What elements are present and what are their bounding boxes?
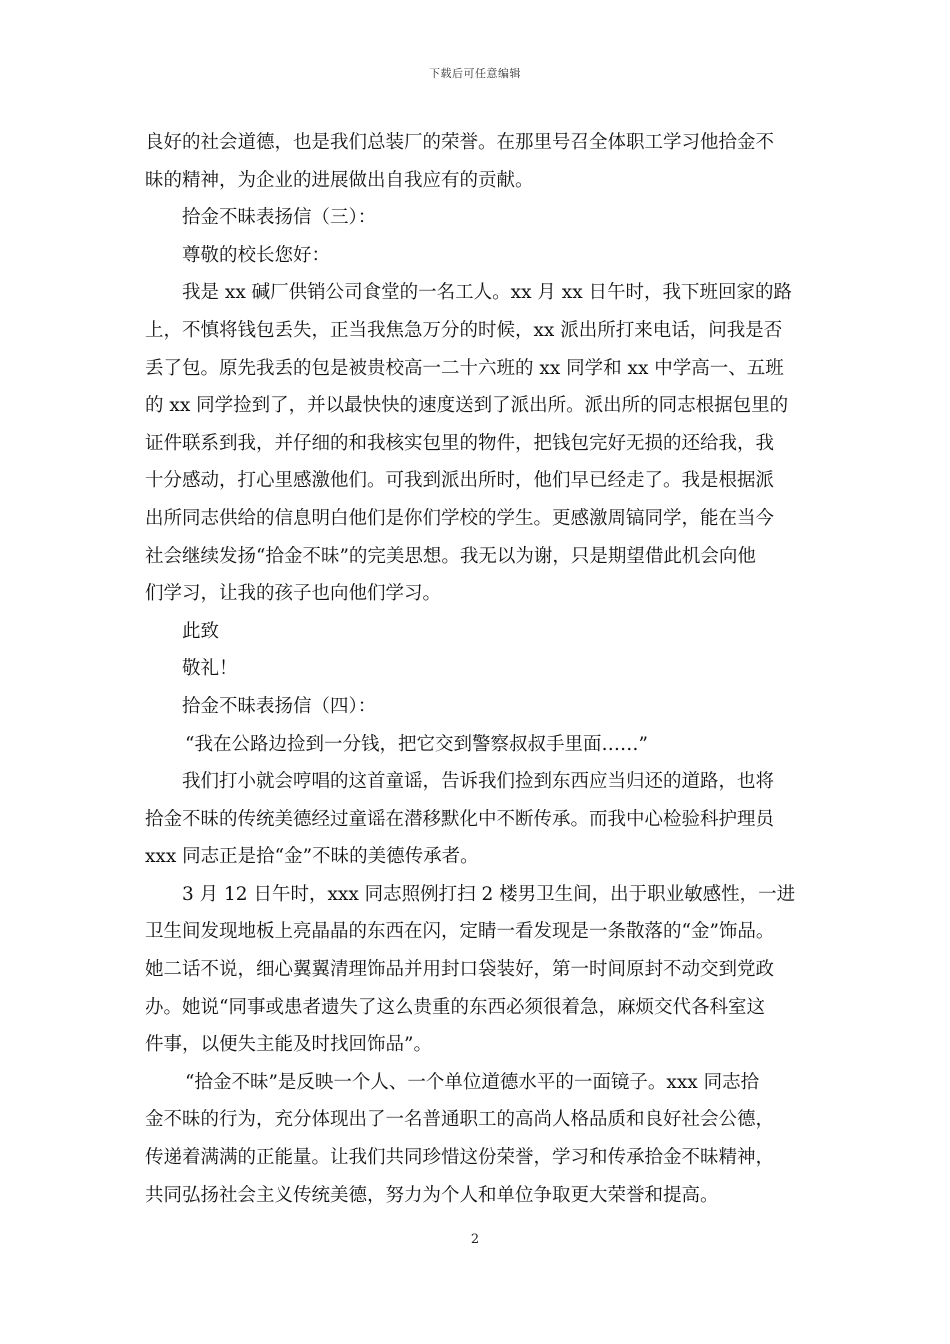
text-line: 传递着满满的正能量。让我们共同珍惜这份荣誉，学习和传承拾金不昧精神， bbox=[145, 1147, 775, 1169]
text-line: 拾金不昧的传统美德经过童谣在潜移默化中不断传承。而我中心检验科护理员 bbox=[145, 808, 775, 830]
text-line: 卫生间发现地板上亮晶晶的东西在闪，定睛一看发现是一条散落的“金”饰品。 bbox=[145, 921, 775, 943]
quote-line: “我在公路边捡到一分钱，把它交到警察叔叔手里面……” bbox=[185, 733, 648, 755]
text-line: 良好的社会道德，也是我们总装厂的荣誉。在那里号召全体职工学习他拾金不 bbox=[145, 132, 775, 153]
text-line: 共同弘扬社会主义传统美德，努力为个人和单位争取更大荣誉和提高。 bbox=[145, 1184, 719, 1206]
text-line: 办。她说“同事或患者遗失了这么贵重的东西必须很着急，麻烦交代各科室这 bbox=[145, 996, 765, 1018]
closing-line: 此致 bbox=[182, 620, 220, 642]
text-line: 件事，以便失主能及时找回饰品”。 bbox=[145, 1034, 432, 1056]
text-line: 证件联系到我，并仔细的和我核实包里的物件，把钱包完好无损的还给我，我 bbox=[145, 432, 775, 454]
text-line: 出所同志供给的信息明白他们是你们学校的学生。更感激周镐同学，能在当今 bbox=[145, 507, 775, 529]
text-line: 金不昧的行为，充分体现出了一名普通职工的高尚人格品质和良好社会公德， bbox=[145, 1109, 775, 1131]
header-note: 下载后可任意编辑 bbox=[429, 67, 521, 80]
text-line: 的 xx 同学捡到了，并以最快快的速度送到了派出所。派出所的同志根据包里的 bbox=[145, 395, 789, 417]
text-line: 她二话不说，细心翼翼清理饰品并用封口袋装好，第一时间原封不动交到党政 bbox=[145, 959, 775, 981]
section-heading: 拾金不昧表扬信（三）： bbox=[182, 207, 377, 229]
text-line: 我是 xx 碱厂供销公司食堂的一名工人。xx 月 xx 日午时，我下班回家的路 bbox=[182, 282, 793, 304]
text-line: 昧的精神，为企业的进展做出自我应有的贡献。 bbox=[145, 169, 534, 191]
text-line: 十分感动，打心里感激他们。可我到派出所时，他们早已经走了。我是根据派 bbox=[145, 470, 775, 492]
text-line: 我们打小就会哼唱的这首童谣，告诉我们捡到东西应当归还的道路，也将 bbox=[182, 771, 775, 793]
text-line: 们学习，让我的孩子也向他们学习。 bbox=[145, 583, 442, 605]
section-heading: 拾金不昧表扬信（四）： bbox=[182, 695, 377, 717]
text-line: 社会继续发扬“拾金不昧”的完美思想。我无以为谢，只是期望借此机会向他 bbox=[145, 545, 756, 567]
text-line: 3 月 12 日午时，xxx 同志照例打扫 2 楼男卫生间，出于职业敏感性，一进 bbox=[182, 883, 796, 905]
closing-line: 敬礼！ bbox=[182, 658, 238, 680]
text-line: xxx 同志正是拾“金”不昧的美德传承者。 bbox=[145, 846, 479, 868]
text-line: 上，不慎将钱包丢失，正当我焦急万分的时候，xx 派出所打来电话，问我是否 bbox=[145, 319, 783, 341]
page-number: 2 bbox=[470, 1232, 480, 1247]
document-body bbox=[145, 124, 809, 1214]
text-line: “拾金不昧”是反映一个人、一个单位道德水平的一面镜子。xxx 同志拾 bbox=[185, 1071, 760, 1093]
text-line: 丢了包。原先我丢的包是被贵校高一二十六班的 xx 同学和 xx 中学高一、五班 bbox=[145, 357, 784, 379]
salutation: 尊敬的校长您好： bbox=[182, 244, 331, 266]
